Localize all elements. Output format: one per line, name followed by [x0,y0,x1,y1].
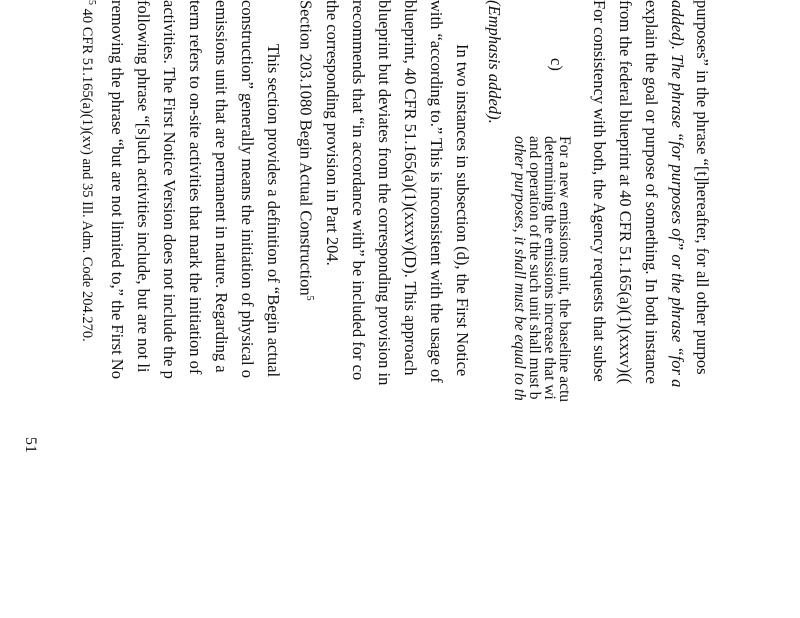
text-line: construction” generally means the initiation of physical o [238,0,257,379]
footnote [80,0,96,342]
text-line: emissions unit that are permanent in nature. Regarding a [212,0,231,373]
text-line: blueprint, 40 CFR 51.165(a)(1)(xxxv)(D). This approach [401,0,420,376]
text-line: added). The phrase “for purposes of” or the phrase “for a [668,0,687,388]
footnote-ref: 5 [304,295,315,301]
block-quote-line: For a new emissions unit, the baseline actu [556,136,573,403]
section-heading [297,0,314,301]
block-quote-line: determining the emissions increase that wi [541,136,558,400]
text-line: term refers to on-site activities that mark the initiation of [186,0,205,375]
text-line: the corresponding provision in Part 204. [323,0,342,266]
text-line: recommends that “in accordance with” be included for co [349,0,368,381]
text-line: blueprint but deviates from the corresponding provision in [375,0,394,386]
block-quote-line: and operation of the such unit shall must b [526,136,543,400]
subsection-label: c) [547,58,566,71]
text-line: explain the goal or purpose of something. In both instance [642,0,661,384]
text-line: from the federal blueprint at 40 CFR 51.165(a)(1)(xxxv)(( [616,0,635,384]
footnote-marker: 5 [86,0,97,5]
text-line: following phrase “[s]uch activities include, but are not li [134,0,153,373]
text-line: For consistency with both, the Agency requests that subse [590,0,609,382]
text-line: purposes” in the phrase “[t]hereafter, for all other purpos [693,0,712,375]
text-line: removing the phrase “but are not limited to,” the First No [108,0,127,379]
text-line: This section provides a definition of “Begin actual [264,44,283,378]
text-line: In two instances in subsection (d), the First Notice [453,44,472,377]
section-heading-text: Section 203.1080 Begin Actual Construction [296,0,316,296]
text-line: activities. The First Notice Version does not include the p [160,0,179,379]
emphasis-note: (Emphasis added). [485,0,504,124]
block-quote-line: other purposes, it shall must be equal to th [511,136,528,401]
footnote-text: 40 CFR 51.165(a)(1)(xv) and 35 Ill. Adm. Code 204.270. [79,8,96,342]
page-number: 51 [22,437,39,453]
text-line: with “according to.” This is inconsistent with the usage of [427,0,446,383]
